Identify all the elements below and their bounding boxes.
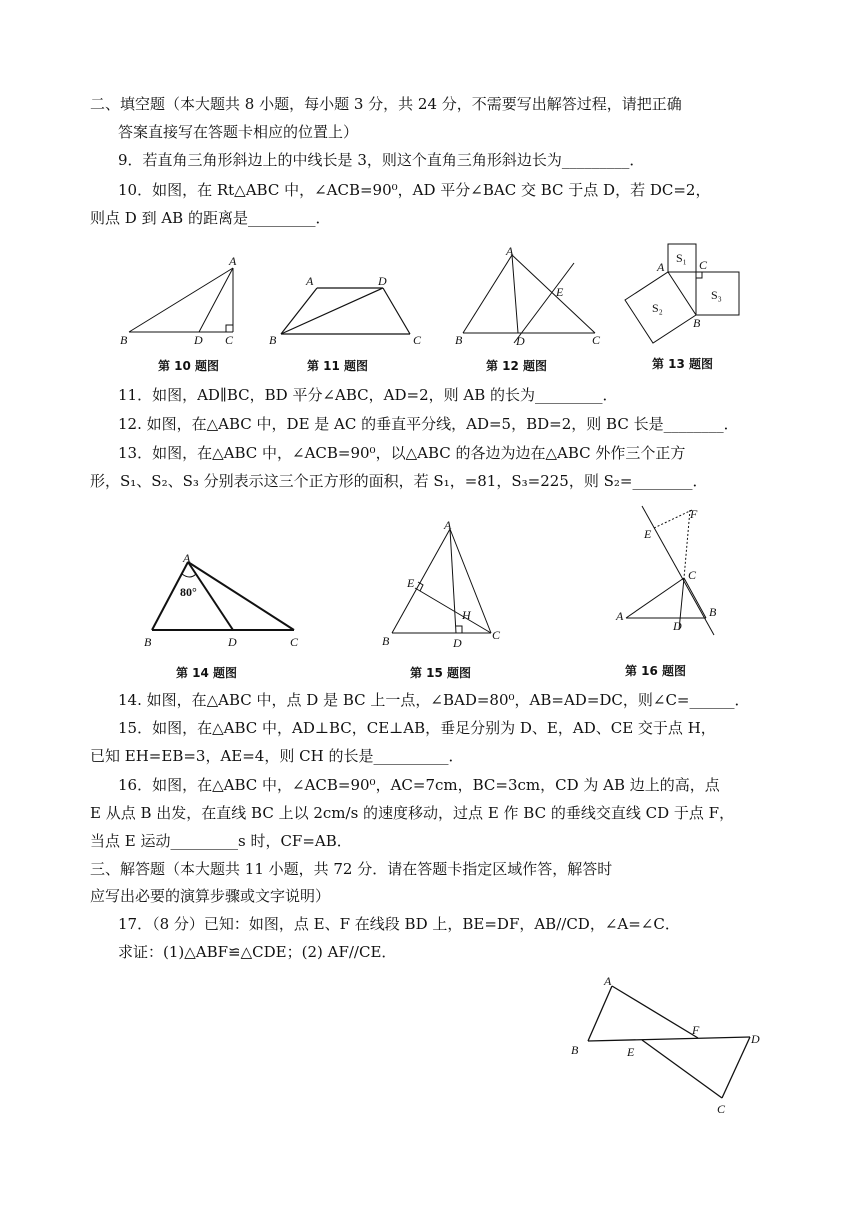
fig16-label-e: E — [644, 527, 652, 541]
fig12-label-e: E — [556, 285, 564, 299]
fig17-label-d: D — [751, 1032, 760, 1046]
fig16-label-a: A — [616, 609, 624, 623]
fig14-label-b: B — [144, 635, 152, 649]
fig10-label-d: D — [194, 333, 203, 347]
figure-16 — [610, 500, 730, 650]
fig14-label-a: A — [183, 552, 191, 565]
figure-10 — [115, 252, 250, 347]
fig17-label-f: F — [692, 1023, 700, 1037]
figure-13 — [620, 238, 745, 350]
fig13-label-s3: S₃ — [711, 288, 722, 302]
fig15-label-h: H — [462, 608, 471, 622]
fig14-label-c: C — [290, 635, 299, 649]
fig17-label-a: A — [604, 974, 612, 988]
section3-heading-line1: 三、解答题（本大题共 11 小题，共 72 分．请在答题卡指定区域作答，解答时 — [90, 860, 613, 878]
fig10-label-a: A — [229, 254, 237, 268]
figure-15 — [378, 515, 508, 651]
fig12-label-d: D — [516, 334, 525, 348]
caption-12: 第 12 题图 — [486, 359, 548, 373]
question-17-line1: 17．（8 分）已知：如图，点 E、F 在线段 BD 上，BE=DF，AB//CD，∠A=∠C． — [118, 915, 680, 933]
fig17-label-b: B — [571, 1043, 579, 1057]
question-16-line3: 当点 E 运动_________s 时，CF=AB． — [90, 832, 352, 850]
figure-17 — [560, 970, 770, 1120]
fig13-label-b: B — [693, 316, 701, 330]
fig10-label-c: C — [225, 333, 234, 347]
caption-14: 第 14 题图 — [176, 666, 238, 680]
question-15-line2: 已知 EH=EB=3，AE=4，则 CH 的长是__________． — [90, 747, 464, 765]
question-17-line2: 求证：(1)△ABF≌△CDE；(2) AF//CE． — [118, 943, 397, 961]
question-11: 11．如图，AD∥BC，BD 平分∠ABC，AD=2，则 AB 的长为_________． — [118, 386, 618, 404]
question-12: 12. 如图，在△ABC 中，DE 是 AC 的垂直平分线，AD=5，BD=2，则 BC 长是________． — [118, 415, 739, 433]
fig13-label-s2: S₂ — [652, 301, 663, 315]
question-10-line1: 10．如图，在 Rt△ABC 中，∠ACB=90⁰，AD 平分∠BAC 交 BC 于点 D，若 DC=2， — [118, 181, 711, 199]
fig13-label-s1: S₁ — [676, 251, 687, 265]
question-13-line1: 13．如图，在△ABC 中，∠ACB=90⁰，以△ABC 的各边为边在△ABC 外作三个正方 — [118, 444, 686, 462]
fig16-label-d: D — [673, 619, 682, 633]
fig11-label-c: C — [413, 333, 422, 347]
fig14-label-angle: 80° — [180, 585, 197, 599]
figure-12 — [450, 243, 610, 351]
fig16-label-b: B — [709, 605, 717, 619]
section2-heading-line1: 二、填空题（本大题共 8 小题，每小题 3 分，共 24 分，不需要写出解答过程，请把正确 — [90, 95, 682, 113]
fig17-label-e: E — [627, 1045, 635, 1059]
section3-heading-line2: 应写出必要的演算步骤或文字说明） — [90, 887, 331, 905]
section2-heading-line2: 答案直接写在答题卡相应的位置上） — [118, 123, 359, 141]
fig15-label-e: E — [407, 576, 415, 590]
question-13-line2: 形，S₁、S₂、S₃ 分别表示这三个正方形的面积，若 S₁，=81，S₃=225，则 S₂=________． — [90, 472, 708, 490]
fig11-label-d: D — [378, 274, 387, 288]
question-10-line2: 则点 D 到 AB 的距离是_________． — [90, 209, 331, 227]
figure-14 — [138, 552, 308, 650]
question-16-line1: 16．如图，在△ABC 中，∠ACB=90⁰，AC=7cm，BC=3cm，CD 为 AB 边上的高，点 — [118, 776, 720, 794]
figure-11 — [265, 272, 425, 347]
fig12-label-a: A — [506, 244, 514, 258]
fig17-label-c: C — [717, 1102, 726, 1116]
fig11-label-b: B — [269, 333, 277, 347]
fig13-label-a: A — [657, 260, 665, 274]
fig16-label-c: C — [688, 568, 697, 582]
fig11-label-a: A — [306, 274, 314, 288]
fig12-label-b: B — [455, 333, 463, 347]
caption-11: 第 11 题图 — [307, 359, 369, 373]
fig16-label-f: F — [690, 507, 698, 521]
caption-10: 第 10 题图 — [158, 359, 220, 373]
question-14: 14. 如图，在△ABC 中，点 D 是 BC 上一点，∠BAD=80⁰，AB=AD=DC，则∠C=______． — [118, 691, 750, 709]
fig15-label-c: C — [492, 628, 501, 642]
fig10-label-b: B — [120, 333, 128, 347]
caption-13: 第 13 题图 — [652, 357, 714, 371]
fig15-label-a: A — [444, 518, 452, 532]
fig12-label-c: C — [592, 333, 601, 347]
question-15-line1: 15．如图，在△ABC 中，AD⊥BC，CE⊥AB，垂足分别为 D、E，AD、CE 交于点 H， — [118, 719, 716, 737]
question-9: 9．若直角三角形斜边上的中线长是 3，则这个直角三角形斜边长为_________． — [118, 151, 645, 169]
question-16-line2: E 从点 B 出发，在直线 BC 上以 2cm/s 的速度移动，过点 E 作 BC 的垂线交直线 CD 于点 F， — [90, 804, 735, 822]
fig15-label-d: D — [453, 636, 462, 650]
fig13-label-c: C — [699, 258, 708, 272]
caption-16: 第 16 题图 — [625, 664, 687, 678]
fig15-label-b: B — [382, 634, 390, 648]
fig14-label-d: D — [228, 635, 237, 649]
caption-15: 第 15 题图 — [410, 666, 472, 680]
